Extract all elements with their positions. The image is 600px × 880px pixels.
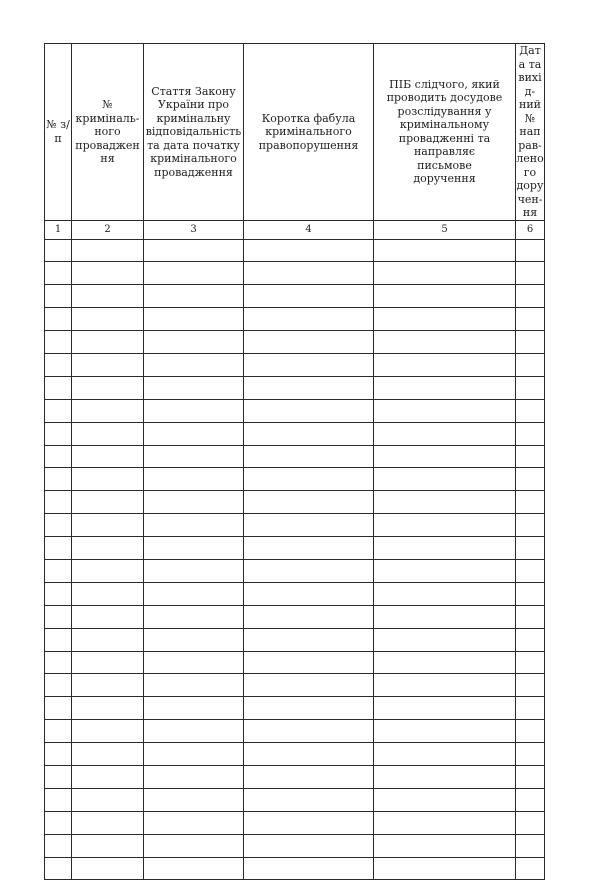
- table-row: [45, 491, 545, 514]
- table-cell[interactable]: [72, 491, 144, 514]
- table-cell[interactable]: [244, 605, 374, 628]
- table-cell[interactable]: [72, 834, 144, 857]
- table-cell[interactable]: [374, 468, 516, 491]
- table-cell[interactable]: [374, 514, 516, 537]
- table-cell[interactable]: [72, 239, 144, 262]
- table-cell[interactable]: [374, 422, 516, 445]
- table-cell[interactable]: [45, 628, 72, 651]
- table-cell[interactable]: [144, 262, 244, 285]
- table-cell[interactable]: [516, 559, 545, 582]
- table-cell[interactable]: [374, 788, 516, 811]
- table-cell[interactable]: [244, 720, 374, 743]
- table-cell[interactable]: [45, 308, 72, 331]
- table-cell[interactable]: [45, 399, 72, 422]
- table-cell[interactable]: [516, 834, 545, 857]
- table-cell[interactable]: [144, 239, 244, 262]
- table-row: [45, 559, 545, 582]
- table-cell[interactable]: [72, 353, 144, 376]
- table-cell[interactable]: [144, 697, 244, 720]
- table-cell[interactable]: [516, 674, 545, 697]
- table-cell[interactable]: [144, 605, 244, 628]
- table-row: [45, 834, 545, 857]
- table-row: [45, 537, 545, 560]
- table-cell[interactable]: [45, 239, 72, 262]
- column-number: 4: [244, 220, 374, 239]
- column-number: 1: [45, 220, 72, 239]
- table-cell[interactable]: [72, 788, 144, 811]
- table-cell[interactable]: [72, 468, 144, 491]
- table-cell[interactable]: [244, 697, 374, 720]
- table-cell[interactable]: [374, 262, 516, 285]
- table-cell[interactable]: [516, 765, 545, 788]
- table-cell[interactable]: [72, 514, 144, 537]
- table-cell[interactable]: [516, 445, 545, 468]
- table-cell[interactable]: [144, 537, 244, 560]
- table-cell[interactable]: [374, 376, 516, 399]
- column-number: 3: [144, 220, 244, 239]
- table-row: [45, 422, 545, 445]
- column-number: 5: [374, 220, 516, 239]
- table-cell[interactable]: [72, 376, 144, 399]
- table-cell[interactable]: [72, 422, 144, 445]
- header-investigator: ПІБ слідчого, який проводить досудове розслідування у кримінальному провадженні та направляє письмове доручення: [374, 44, 516, 221]
- table-row: [45, 811, 545, 834]
- header-proceeding-number: № криміналь- ного провадження: [72, 44, 144, 221]
- table-cell[interactable]: [45, 834, 72, 857]
- table-cell[interactable]: [72, 743, 144, 766]
- table-cell[interactable]: [516, 308, 545, 331]
- table-cell[interactable]: [516, 514, 545, 537]
- table-cell[interactable]: [374, 720, 516, 743]
- table-cell[interactable]: [244, 765, 374, 788]
- table-cell[interactable]: [72, 537, 144, 560]
- table-cell[interactable]: [516, 422, 545, 445]
- table-cell[interactable]: [45, 514, 72, 537]
- register-page: [44, 43, 544, 880]
- table-cell[interactable]: [45, 788, 72, 811]
- table-cell[interactable]: [374, 239, 516, 262]
- table-cell[interactable]: [45, 674, 72, 697]
- table-cell[interactable]: [244, 376, 374, 399]
- register-table: [44, 43, 545, 880]
- table-cell[interactable]: [244, 788, 374, 811]
- table-cell[interactable]: [516, 697, 545, 720]
- table-cell[interactable]: [374, 651, 516, 674]
- table-cell[interactable]: [374, 765, 516, 788]
- column-number: 6: [516, 220, 545, 239]
- table-cell[interactable]: [374, 559, 516, 582]
- table-cell[interactable]: [144, 788, 244, 811]
- table-cell[interactable]: [144, 445, 244, 468]
- table-cell[interactable]: [244, 537, 374, 560]
- table-row: [45, 857, 545, 880]
- table-cell[interactable]: [244, 422, 374, 445]
- table-cell[interactable]: [72, 262, 144, 285]
- table-cell[interactable]: [45, 605, 72, 628]
- table-cell[interactable]: [144, 765, 244, 788]
- table-cell[interactable]: [516, 376, 545, 399]
- table-cell[interactable]: [244, 445, 374, 468]
- table-cell[interactable]: [72, 285, 144, 308]
- table-cell[interactable]: [45, 422, 72, 445]
- table-cell[interactable]: [144, 491, 244, 514]
- table-cell[interactable]: [72, 674, 144, 697]
- table-cell[interactable]: [144, 743, 244, 766]
- table-cell[interactable]: [374, 674, 516, 697]
- table-row: [45, 262, 545, 285]
- table-cell[interactable]: [516, 811, 545, 834]
- table-cell[interactable]: [144, 514, 244, 537]
- table-cell[interactable]: [244, 331, 374, 354]
- table-cell[interactable]: [45, 720, 72, 743]
- table-row: [45, 468, 545, 491]
- table-cell[interactable]: [516, 537, 545, 560]
- column-number: 2: [72, 220, 144, 239]
- table-cell[interactable]: [72, 445, 144, 468]
- column-number-row: [45, 220, 545, 239]
- table-cell[interactable]: [144, 628, 244, 651]
- table-cell[interactable]: [374, 399, 516, 422]
- table-row: [45, 285, 545, 308]
- table-cell[interactable]: [516, 857, 545, 880]
- table-cell[interactable]: [45, 651, 72, 674]
- table-cell[interactable]: [72, 331, 144, 354]
- table-row: [45, 788, 545, 811]
- table-cell[interactable]: [374, 285, 516, 308]
- table-row: [45, 628, 545, 651]
- table-cell[interactable]: [72, 857, 144, 880]
- table-cell[interactable]: [144, 376, 244, 399]
- table-cell[interactable]: [374, 582, 516, 605]
- header-record-number: № з/п: [45, 44, 72, 221]
- table-cell[interactable]: [144, 857, 244, 880]
- table-cell[interactable]: [516, 651, 545, 674]
- header-law-article: Стаття Закону України про кримінальну відповідальність та дата початку кримінального провадження: [144, 44, 244, 221]
- header-order-date-number: Дата та вихід- ний № направ- леного доручен- ня: [516, 44, 544, 219]
- table-cell[interactable]: [72, 605, 144, 628]
- table-cell[interactable]: [374, 331, 516, 354]
- table-cell[interactable]: [72, 720, 144, 743]
- table-cell[interactable]: [244, 834, 374, 857]
- table-body: [45, 239, 545, 880]
- table-row: [45, 765, 545, 788]
- table-cell[interactable]: [374, 353, 516, 376]
- table-cell[interactable]: [45, 353, 72, 376]
- header-offense-summary: Коротка фабула кримінального правопорушення: [244, 44, 374, 221]
- table-row: [45, 445, 545, 468]
- table-cell[interactable]: [45, 857, 72, 880]
- table-cell[interactable]: [374, 743, 516, 766]
- table-cell[interactable]: [244, 514, 374, 537]
- table-cell[interactable]: [144, 674, 244, 697]
- table-cell[interactable]: [45, 285, 72, 308]
- table-cell[interactable]: [244, 651, 374, 674]
- table-cell[interactable]: [244, 857, 374, 880]
- table-cell[interactable]: [144, 331, 244, 354]
- table-cell[interactable]: [516, 628, 545, 651]
- table-row: [45, 674, 545, 697]
- table-cell[interactable]: [45, 811, 72, 834]
- table-cell[interactable]: [374, 628, 516, 651]
- table-cell[interactable]: [72, 811, 144, 834]
- table-cell[interactable]: [244, 628, 374, 651]
- table-cell[interactable]: [374, 445, 516, 468]
- table-cell[interactable]: [144, 308, 244, 331]
- table-cell[interactable]: [374, 811, 516, 834]
- table-cell[interactable]: [244, 811, 374, 834]
- table-cell[interactable]: [72, 765, 144, 788]
- table-row: [45, 697, 545, 720]
- table-cell[interactable]: [45, 765, 72, 788]
- table-cell[interactable]: [374, 491, 516, 514]
- table-row: [45, 376, 545, 399]
- table-cell[interactable]: [45, 697, 72, 720]
- table-cell[interactable]: [516, 491, 545, 514]
- table-cell[interactable]: [72, 308, 144, 331]
- table-cell[interactable]: [72, 628, 144, 651]
- table-cell[interactable]: [45, 376, 72, 399]
- table-cell[interactable]: [516, 743, 545, 766]
- table-cell[interactable]: [45, 262, 72, 285]
- table-cell[interactable]: [144, 399, 244, 422]
- table-cell[interactable]: [144, 353, 244, 376]
- table-cell[interactable]: [516, 239, 545, 262]
- table-cell[interactable]: [516, 582, 545, 605]
- table-cell[interactable]: [45, 537, 72, 560]
- table-cell[interactable]: [144, 468, 244, 491]
- table-row: [45, 605, 545, 628]
- table-cell[interactable]: [45, 445, 72, 468]
- table-row: [45, 399, 545, 422]
- table-cell[interactable]: [374, 537, 516, 560]
- table-row: [45, 651, 545, 674]
- table-cell[interactable]: [144, 422, 244, 445]
- table-cell[interactable]: [244, 559, 374, 582]
- table-row: [45, 743, 545, 766]
- table-cell[interactable]: [516, 468, 545, 491]
- table-cell[interactable]: [516, 605, 545, 628]
- table-cell[interactable]: [244, 285, 374, 308]
- table-cell[interactable]: [516, 788, 545, 811]
- table-row: [45, 514, 545, 537]
- header-row: [45, 44, 545, 221]
- table-cell[interactable]: [45, 559, 72, 582]
- table-cell[interactable]: [244, 399, 374, 422]
- table-cell[interactable]: [72, 399, 144, 422]
- table-row: [45, 239, 545, 262]
- table-cell[interactable]: [374, 857, 516, 880]
- table-cell[interactable]: [516, 399, 545, 422]
- table-cell[interactable]: [45, 582, 72, 605]
- table-row: [45, 720, 545, 743]
- table-cell[interactable]: [374, 605, 516, 628]
- table-cell[interactable]: [45, 331, 72, 354]
- table-cell[interactable]: [144, 582, 244, 605]
- table-cell[interactable]: [45, 468, 72, 491]
- table-cell[interactable]: [516, 353, 545, 376]
- table-cell[interactable]: [45, 743, 72, 766]
- table-row: [45, 353, 545, 376]
- table-cell[interactable]: [374, 834, 516, 857]
- table-cell[interactable]: [244, 491, 374, 514]
- table-cell[interactable]: [374, 308, 516, 331]
- table-cell[interactable]: [244, 743, 374, 766]
- table-cell[interactable]: [72, 697, 144, 720]
- table-cell[interactable]: [72, 582, 144, 605]
- table-cell[interactable]: [144, 285, 244, 308]
- table-cell[interactable]: [144, 834, 244, 857]
- table-cell[interactable]: [244, 674, 374, 697]
- table-cell[interactable]: [244, 308, 374, 331]
- table-cell[interactable]: [244, 468, 374, 491]
- table-cell[interactable]: [244, 582, 374, 605]
- table-cell[interactable]: [45, 491, 72, 514]
- table-cell[interactable]: [144, 720, 244, 743]
- table-row: [45, 308, 545, 331]
- table-cell[interactable]: [244, 262, 374, 285]
- table-cell[interactable]: [144, 559, 244, 582]
- table-cell[interactable]: [244, 239, 374, 262]
- table-cell[interactable]: [144, 811, 244, 834]
- table-cell[interactable]: [374, 697, 516, 720]
- table-row: [45, 331, 545, 354]
- table-cell[interactable]: [244, 353, 374, 376]
- table-cell[interactable]: [144, 651, 244, 674]
- table-cell[interactable]: [516, 331, 545, 354]
- table-row: [45, 582, 545, 605]
- table-cell[interactable]: [516, 720, 545, 743]
- table-cell[interactable]: [72, 559, 144, 582]
- table-cell[interactable]: [72, 651, 144, 674]
- table-cell[interactable]: [516, 285, 545, 308]
- table-cell[interactable]: [516, 262, 545, 285]
